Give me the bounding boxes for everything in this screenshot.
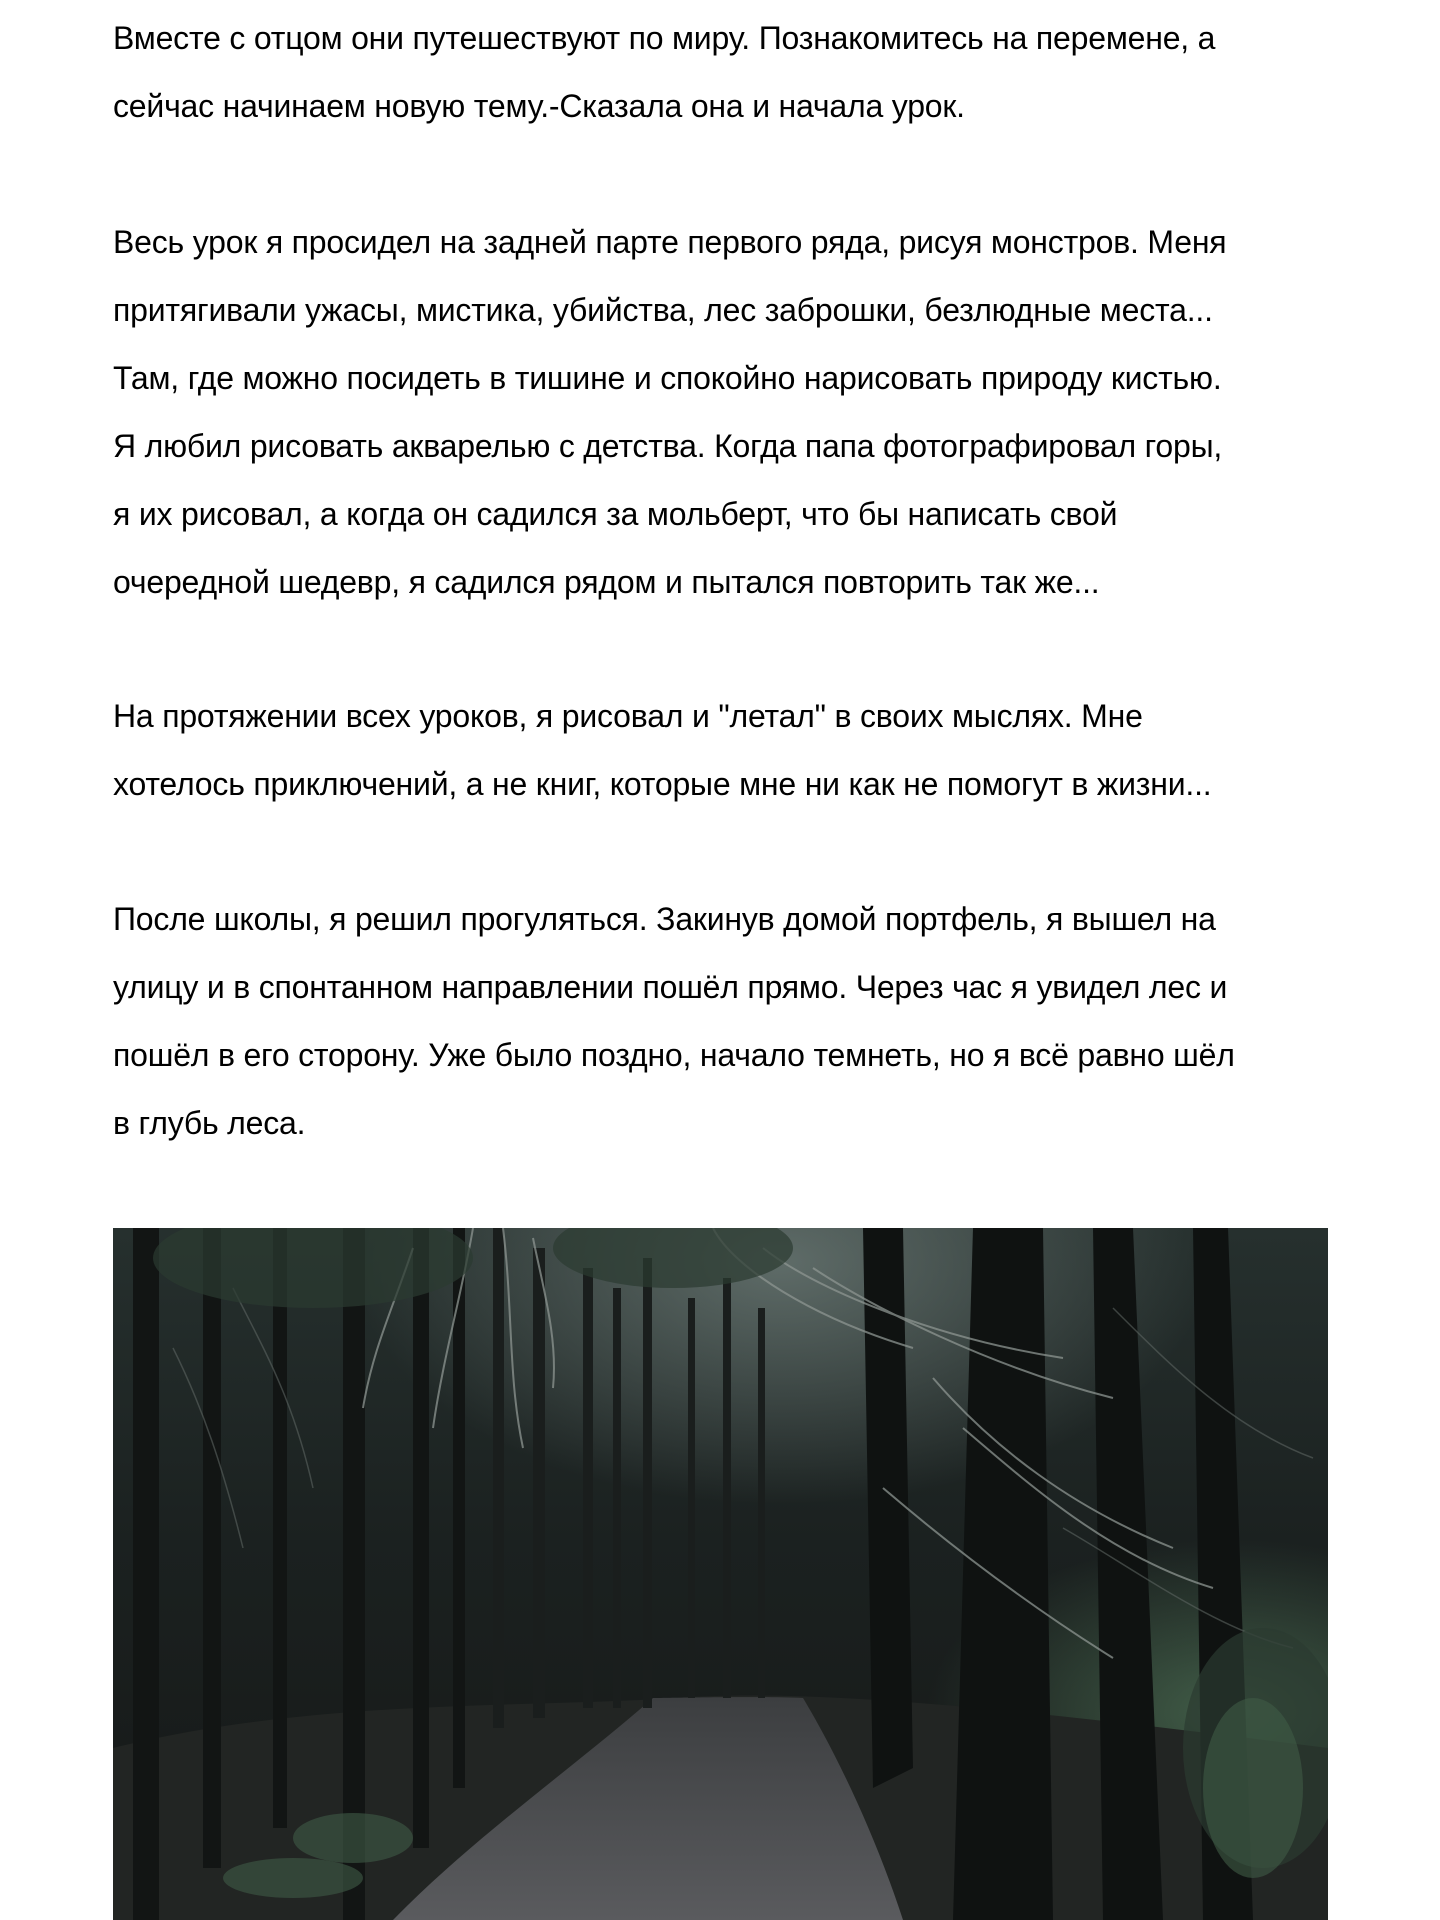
paragraph-3: На протяжении всех уроков, я рисовал и "летал" в своих мыслях. Мне хотелось приключений, а не книг, которые мне ни как не помогут в жизни...	[113, 698, 1212, 802]
dark-forest-photo	[113, 1228, 1328, 1920]
paragraph-2: Весь урок я просидел на задней парте первого ряда, рисуя монстров. Меня притягивали ужасы, мистика, убийства, лес заброшки, безлюдные места... Там, где можно посидеть в тишине и спокойно нарисовать природу кистью. Я любил рисовать акварелью с детства. Когда папа фотографировал горы, я их рисовал, а когда он садился за мольберт, что бы написать свой очередной шедевр, я садился рядом и пытался повторить так же...	[113, 224, 1227, 600]
paragraph-4: После школы, я решил прогуляться. Закинув домой портфель, я вышел на улицу и в спонтанном направлении пошёл прямо. Через час я увидел лес и пошёл в его сторону. Уже было поздно, начало темнеть, но я всё равно шёл в глубь леса.	[113, 901, 1235, 1141]
forest-illustration	[113, 1228, 1328, 1920]
paragraph-1: Вместе с отцом они путешествуют по миру. Познакомитесь на перемене, а сейчас начинаем новую тему.-Сказала она и начала урок.	[113, 20, 1216, 124]
